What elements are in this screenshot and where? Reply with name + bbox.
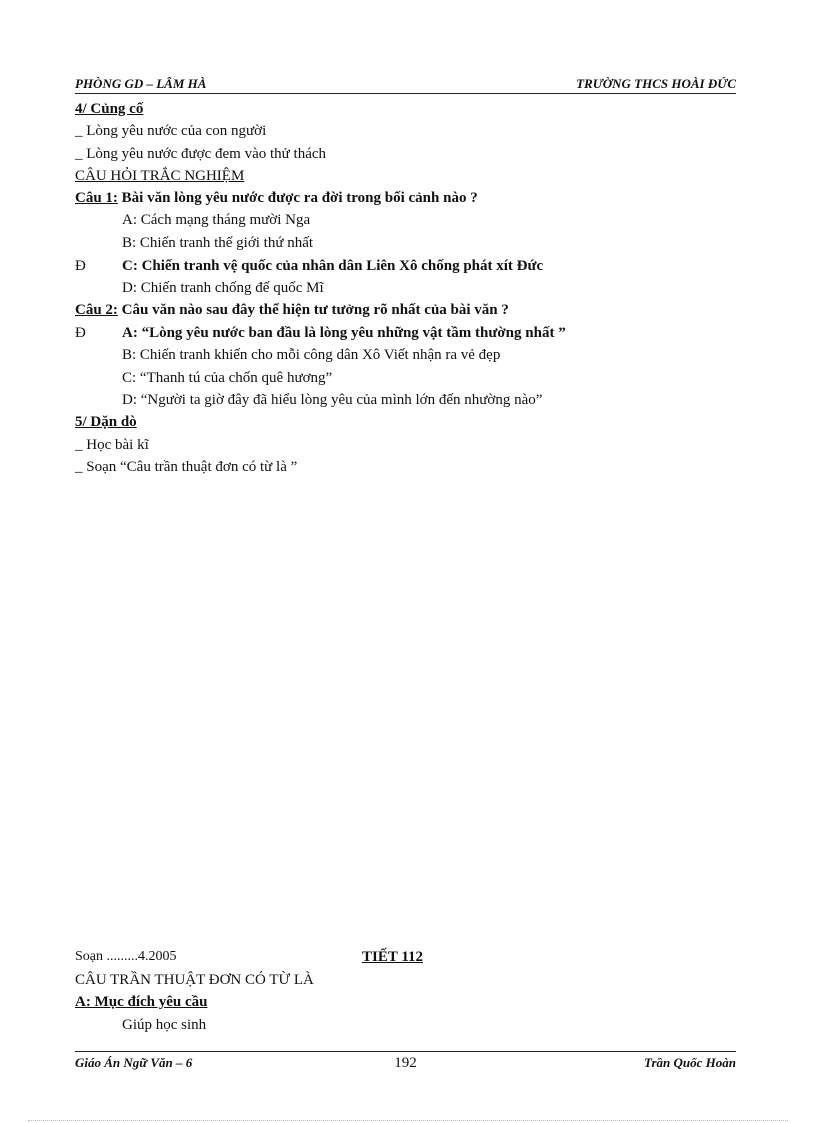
page-bottom-border bbox=[28, 1120, 788, 1121]
footer-rule bbox=[75, 1051, 736, 1052]
q2-option-b: B: Chiến tranh khiến cho mỗi công dân Xô Viết nhận ra vẻ đẹp bbox=[122, 347, 501, 363]
q2-option-c: C: “Thanh tú của chốn quê hương” bbox=[122, 370, 333, 386]
q2-option-a: A: “Lòng yêu nước ban đầu là lòng yêu những vật tầm thường nhất ” bbox=[122, 325, 566, 341]
page-header bbox=[75, 76, 736, 94]
lesson-part-a: A: Mục đích yêu cầu bbox=[75, 994, 208, 1010]
q2-correct-mark: Đ bbox=[75, 325, 86, 341]
question-1-text: Bài văn lòng yêu nước được ra đời trong bối cảnh nào ? bbox=[117, 190, 478, 206]
question-1-label: Câu 1: bbox=[75, 190, 118, 206]
section-4-title: 4/ Củng cố bbox=[75, 101, 144, 117]
header-right: TRƯỜNG THCS HOÀI ĐỨC bbox=[576, 76, 736, 91]
section-4-item-1: _ Lòng yêu nước của con người bbox=[75, 123, 267, 139]
section-5-title: 5/ Dặn dò bbox=[75, 414, 137, 430]
q2-option-d: D: “Người ta giờ đây đã hiểu lòng yêu của mình lớn đến nhường nào” bbox=[122, 392, 543, 408]
q1-option-c: C: Chiến tranh vệ quốc của nhân dân Liên Xô chống phát xít Đức bbox=[122, 258, 544, 274]
lesson-date: Soạn .........4.2005 bbox=[75, 949, 177, 964]
section-5-item-1: _ Học bài kĩ bbox=[75, 437, 149, 453]
section-4-item-2: _ Lòng yêu nước được đem vào thử thách bbox=[75, 146, 327, 162]
header-left: PHÒNG GD – LÂM HÀ bbox=[75, 76, 207, 91]
footer-right: Trần Quốc Hoàn bbox=[644, 1055, 736, 1070]
page-footer bbox=[75, 1055, 736, 1075]
lesson-number: TIẾT 112 bbox=[362, 949, 424, 965]
page-number: 192 bbox=[394, 1055, 417, 1071]
question-2-text: Câu văn nào sau đây thể hiện tư tưởng rõ nhất của bài văn ? bbox=[117, 302, 509, 318]
q1-option-b: B: Chiến tranh thế giới thứ nhất bbox=[122, 235, 314, 251]
q1-option-a: A: Cách mạng tháng mười Nga bbox=[122, 212, 311, 228]
section-5-item-2: _ Soạn “Câu trần thuật đơn có từ là ” bbox=[75, 459, 298, 475]
lesson-part-a-line: Giúp học sinh bbox=[122, 1017, 207, 1033]
header-rule bbox=[75, 93, 736, 94]
question-1 bbox=[75, 188, 478, 208]
lesson-title: CÂU TRẦN THUẬT ĐƠN CÓ TỪ LÀ bbox=[75, 972, 314, 988]
footer-left: Giáo Án Ngữ Văn – 6 bbox=[75, 1055, 193, 1070]
question-2 bbox=[75, 300, 509, 320]
quiz-title: CÂU HỎI TRẮC NGHIỆM bbox=[75, 168, 245, 184]
question-2-label: Câu 2: bbox=[75, 302, 118, 318]
q1-option-d: D: Chiến tranh chống đế quốc Mĩ bbox=[122, 280, 324, 296]
q1-correct-mark: Đ bbox=[75, 258, 86, 274]
